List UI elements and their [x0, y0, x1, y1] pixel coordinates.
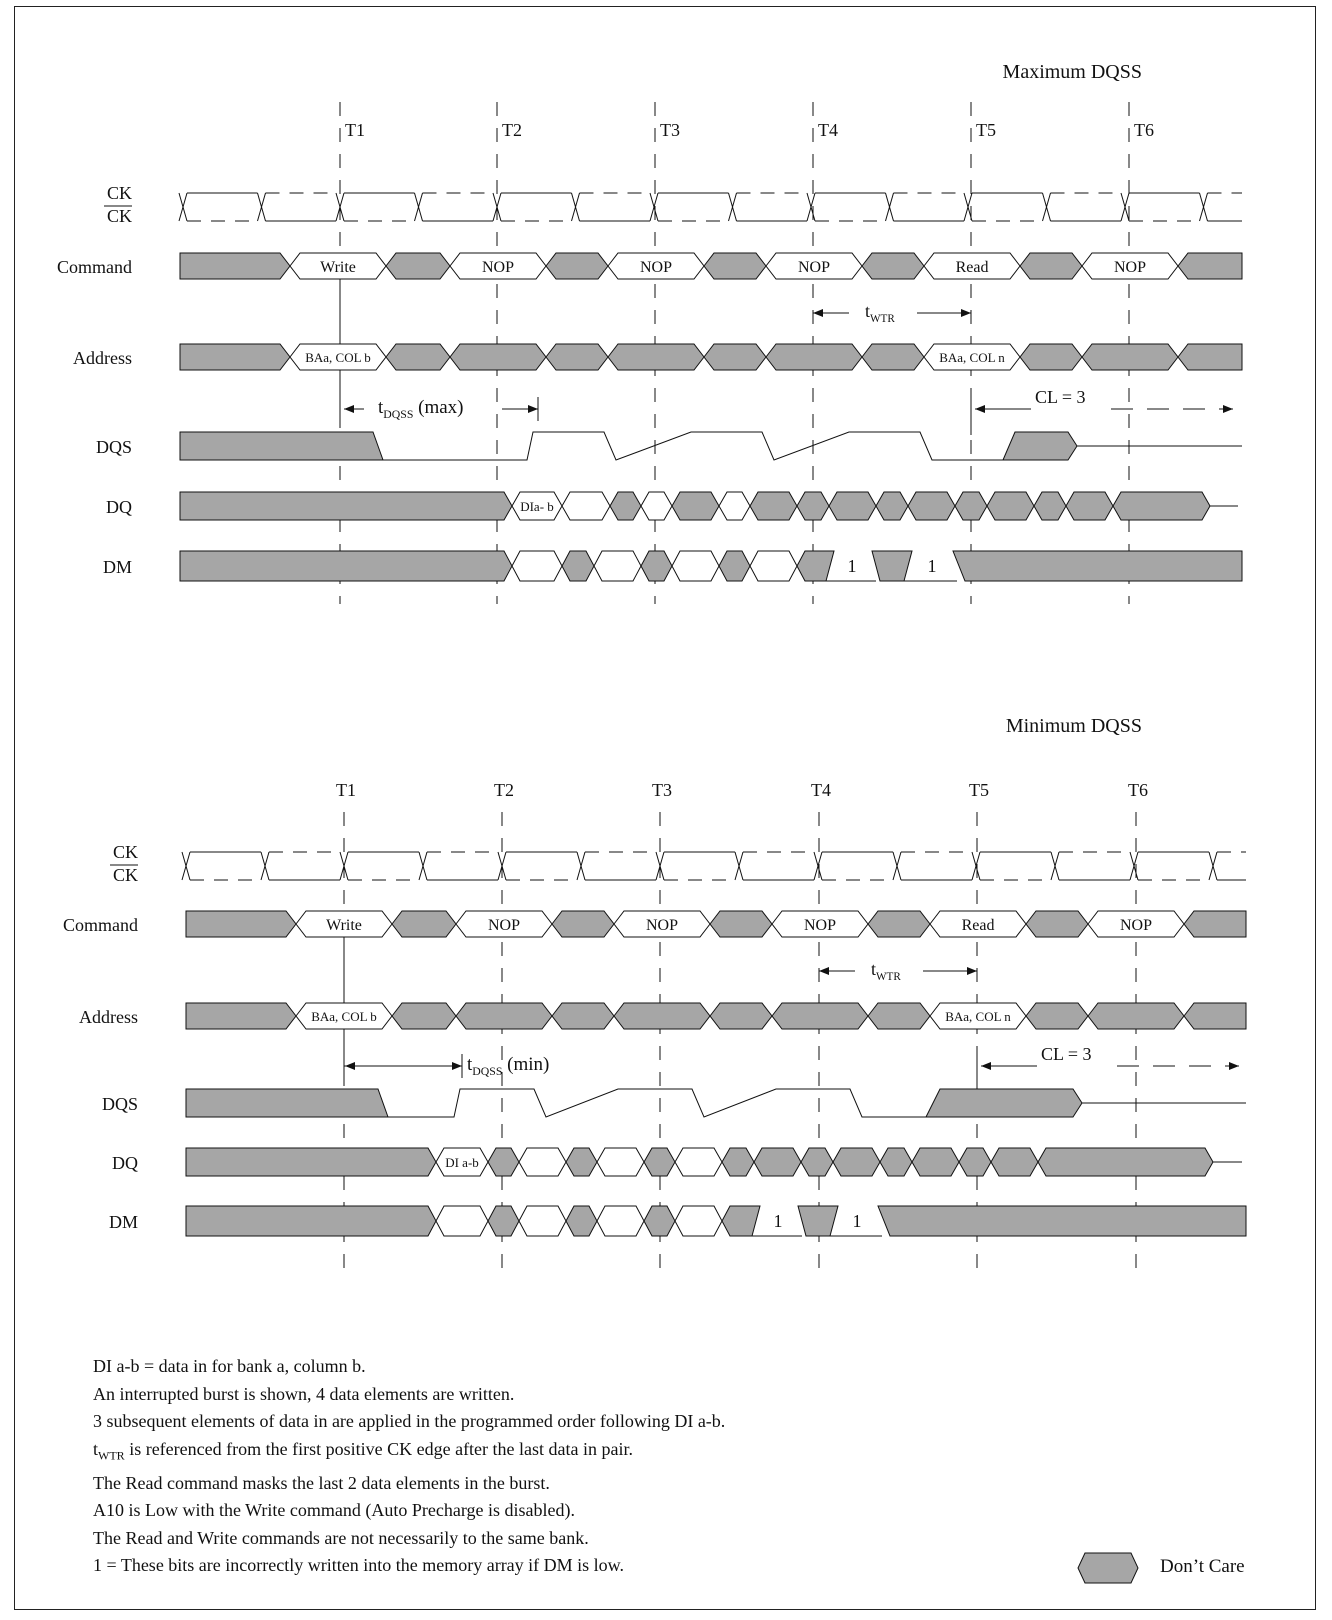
panel-title: Maximum DQSS — [1002, 61, 1142, 83]
dm-mask — [519, 1206, 566, 1236]
dq-dont-care — [797, 492, 829, 520]
dqs-preamble — [1003, 432, 1077, 460]
dm-mask — [672, 551, 719, 581]
command-write: Write — [320, 259, 356, 276]
dont-care-segment — [1026, 1003, 1088, 1029]
arrow-head — [975, 405, 985, 413]
note-line-7: The Read and Write commands are not necessarily to the same bank. — [93, 1527, 589, 1548]
dm-mark-1: 1 — [847, 556, 857, 576]
dont-care-segment — [710, 911, 772, 937]
command-nop: NOP — [1113, 259, 1147, 276]
dm-mark-1: 1 — [773, 1211, 783, 1231]
dm-mask — [750, 551, 797, 581]
dq-data — [519, 1148, 566, 1176]
dont-care-segment — [180, 253, 290, 279]
dq-dont-care — [754, 1148, 801, 1176]
dm-dont-care — [722, 1206, 760, 1236]
dont-care-segment — [862, 253, 924, 279]
note-line-4-sub: WTR — [98, 1448, 125, 1463]
panel-title: Minimum DQSS — [1005, 715, 1142, 737]
cl-label: CL = 3 — [1035, 387, 1086, 407]
signal-label-address: Address — [73, 348, 132, 368]
legend — [1068, 1548, 1308, 1588]
dq-data-label: DIa- b — [520, 499, 554, 514]
dq-data — [597, 1148, 644, 1176]
dm-dont-care — [644, 1206, 675, 1236]
dont-care-segment — [1020, 344, 1082, 370]
dm-dont-care — [566, 1206, 597, 1236]
dont-care-segment — [1088, 1003, 1184, 1029]
address-value: BAa, COL b — [311, 1009, 377, 1024]
clock-label-t6: T6 — [1134, 120, 1154, 140]
command-nop: NOP — [803, 917, 837, 934]
dq-dont-care — [1034, 492, 1066, 520]
dm-mask — [597, 1206, 644, 1236]
dont-care-segment — [772, 1003, 868, 1029]
dm-dont-care — [488, 1206, 519, 1236]
command-nop: NOP — [481, 259, 515, 276]
command-nop: NOP — [797, 259, 831, 276]
dq-dont-care — [180, 492, 512, 520]
dm-mask — [436, 1206, 488, 1236]
dont-care-segment — [704, 253, 766, 279]
dq-dont-care — [1038, 1148, 1213, 1176]
dm-dont-care — [186, 1206, 436, 1236]
dont-care-segment — [1184, 1003, 1246, 1029]
arrow-head — [981, 1062, 991, 1070]
dq-dont-care — [955, 492, 987, 520]
clock-label-t1: T1 — [336, 780, 356, 800]
dq-dont-care — [880, 1148, 912, 1176]
clock-label-t2: T2 — [502, 120, 522, 140]
arrow-head — [1223, 405, 1233, 413]
dq-dont-care — [876, 492, 908, 520]
signal-label-dq: DQ — [106, 497, 132, 517]
dqs-dont-care — [180, 432, 383, 460]
dm-dont-care — [180, 551, 512, 581]
notes-block — [93, 1353, 725, 1580]
dq-dont-care — [833, 1148, 880, 1176]
timing-panel-2 — [63, 715, 1246, 1276]
dont-care-segment — [392, 911, 456, 937]
dont-care-segment — [456, 1003, 552, 1029]
clock-label-t2: T2 — [494, 780, 514, 800]
arrow-head — [967, 967, 977, 975]
dq-dont-care — [987, 492, 1034, 520]
signal-label-address: Address — [79, 1007, 138, 1027]
timing-panel-1 — [57, 61, 1242, 604]
command-write: Write — [326, 917, 362, 934]
dm-mask — [675, 1206, 722, 1236]
dq-dont-care — [750, 492, 797, 520]
arrow-head — [819, 967, 829, 975]
dont-care-segment — [1020, 253, 1082, 279]
signal-label-command: Command — [63, 915, 138, 935]
signal-label-ck: CK — [106, 183, 132, 203]
signal-label-dm: DM — [102, 557, 132, 577]
dm-mask — [512, 551, 562, 581]
clock-label-t4: T4 — [811, 780, 831, 800]
dq-data — [641, 492, 672, 520]
dqs-waveform — [383, 432, 1003, 460]
dont-care-segment — [552, 911, 614, 937]
command-read: Read — [961, 917, 995, 934]
note-line-3: 3 subsequent elements of data in are applied in the programmed order following DI a-b. — [93, 1411, 726, 1431]
dq-dont-care — [610, 492, 641, 520]
dqs-dont-care — [186, 1089, 388, 1117]
dq-dont-care — [991, 1148, 1038, 1176]
dont-care-segment — [1184, 911, 1246, 937]
command-nop: NOP — [487, 917, 521, 934]
dm-dont-care — [719, 551, 750, 581]
arrow-head — [345, 1062, 355, 1070]
dont-care-swatch — [1068, 1548, 1148, 1588]
clock-label-t5: T5 — [969, 780, 989, 800]
clock-label-t1: T1 — [345, 120, 365, 140]
dont-care-segment — [186, 1003, 296, 1029]
note-line-4-base: t — [93, 1438, 99, 1459]
clock-label-t3: T3 — [660, 120, 680, 140]
signal-label-ck: CK — [112, 842, 138, 862]
dont-care-segment — [552, 1003, 614, 1029]
dq-dont-care — [908, 492, 955, 520]
arrow-head — [344, 405, 354, 413]
dq-dont-care — [488, 1148, 519, 1176]
dq-dont-care — [912, 1148, 959, 1176]
signal-label-dm: DM — [108, 1212, 138, 1232]
dm-dont-care — [878, 1206, 1246, 1236]
clock-label-t3: T3 — [652, 780, 672, 800]
dm-dont-care — [798, 1206, 838, 1236]
dont-care-segment — [868, 1003, 930, 1029]
dont-care-segment — [546, 344, 608, 370]
clock-label-t5: T5 — [976, 120, 996, 140]
dq-dont-care — [644, 1148, 675, 1176]
note-line-1: DI a-b = data in for bank a, column b. — [93, 1356, 366, 1376]
dm-mark-1: 1 — [852, 1211, 862, 1231]
dq-dont-care — [186, 1148, 436, 1176]
signal-label-command: Command — [57, 257, 132, 277]
note-line-6: A10 is Low with the Write command (Auto Precharge is disabled). — [93, 1500, 576, 1521]
dm-mask — [594, 551, 641, 581]
dont-care-segment — [766, 344, 862, 370]
dq-data — [675, 1148, 722, 1176]
dont-care-segment — [862, 344, 924, 370]
tdqss-label: $t_{DQSS}$ (min) — [467, 1054, 550, 1078]
dont-care-segment — [1026, 911, 1088, 937]
dont-care-segment — [1082, 344, 1178, 370]
dq-dont-care — [959, 1148, 991, 1176]
cl-label: CL = 3 — [1041, 1044, 1092, 1064]
dq-dont-care — [801, 1148, 833, 1176]
dq-dont-care — [672, 492, 719, 520]
dont-care-segment — [1178, 344, 1242, 370]
dq-dont-care — [566, 1148, 597, 1176]
dont-care-segment — [386, 344, 450, 370]
dqs-preamble — [926, 1089, 1082, 1117]
clock-label-t6: T6 — [1128, 780, 1148, 800]
signal-label-ck-bar: CK — [112, 865, 138, 885]
tdqss-label: $t_{DQSS}$ (max) — [378, 397, 464, 421]
arrow-head — [528, 405, 538, 413]
dm-dont-care — [562, 551, 594, 581]
command-read: Read — [955, 259, 989, 276]
dont-care-segment — [608, 344, 704, 370]
dq-dont-care — [1113, 492, 1210, 520]
command-nop: NOP — [1119, 917, 1153, 934]
dont-care-segment — [704, 344, 766, 370]
dont-care-segment — [392, 1003, 456, 1029]
dq-data — [562, 492, 610, 520]
dont-care-segment — [868, 911, 930, 937]
twtr-label: $t_{WTR}$ — [871, 959, 901, 983]
dq-dont-care — [1066, 492, 1113, 520]
dm-mark-1: 1 — [927, 556, 937, 576]
dm-dont-care — [872, 551, 912, 581]
arrow-head — [961, 309, 971, 317]
signal-label-dq: DQ — [112, 1153, 138, 1173]
dont-care-segment — [386, 253, 450, 279]
command-nop: NOP — [645, 917, 679, 934]
dq-data — [719, 492, 750, 520]
note-line-8: 1 = These bits are incorrectly written into the memory array if DM is low. — [93, 1555, 625, 1576]
dq-data-label: DI a-b — [445, 1155, 479, 1170]
dont-care-segment — [614, 1003, 710, 1029]
arrow-head — [452, 1062, 462, 1070]
dont-care-segment — [1178, 253, 1242, 279]
dont-care-segment — [180, 344, 290, 370]
dq-dont-care — [722, 1148, 754, 1176]
note-line-4 — [93, 1436, 725, 1470]
address-value: BAa, COL n — [945, 1009, 1011, 1024]
note-line-5: The Read command masks the last 2 data elements in the burst. — [93, 1472, 550, 1493]
dm-dont-care — [953, 551, 1242, 581]
dq-dont-care — [829, 492, 876, 520]
dont-care-segment — [450, 344, 546, 370]
address-value: BAa, COL n — [939, 350, 1005, 365]
clock-label-t4: T4 — [818, 120, 838, 140]
address-value: BAa, COL b — [305, 350, 371, 365]
dont-care-segment — [546, 253, 608, 279]
note-line-4-rest: is referenced from the first positive CK edge after the last data in pair. — [124, 1438, 634, 1459]
signal-label-dqs: DQS — [95, 437, 132, 457]
arrow-head — [813, 309, 823, 317]
note-line-2: An interrupted burst is shown, 4 data elements are written. — [93, 1383, 515, 1404]
dont-care-segment — [186, 911, 296, 937]
dm-dont-care — [641, 551, 672, 581]
signal-label-dqs: DQS — [101, 1094, 138, 1114]
dqs-waveform — [388, 1089, 926, 1117]
twtr-label: $t_{WTR}$ — [865, 301, 895, 325]
command-nop: NOP — [639, 259, 673, 276]
signal-label-ck-bar: CK — [106, 206, 132, 226]
arrow-head — [1229, 1062, 1239, 1070]
dont-care-segment — [710, 1003, 772, 1029]
legend-label: Don’t Care — [1160, 1556, 1245, 1577]
dm-dont-care — [797, 551, 834, 581]
